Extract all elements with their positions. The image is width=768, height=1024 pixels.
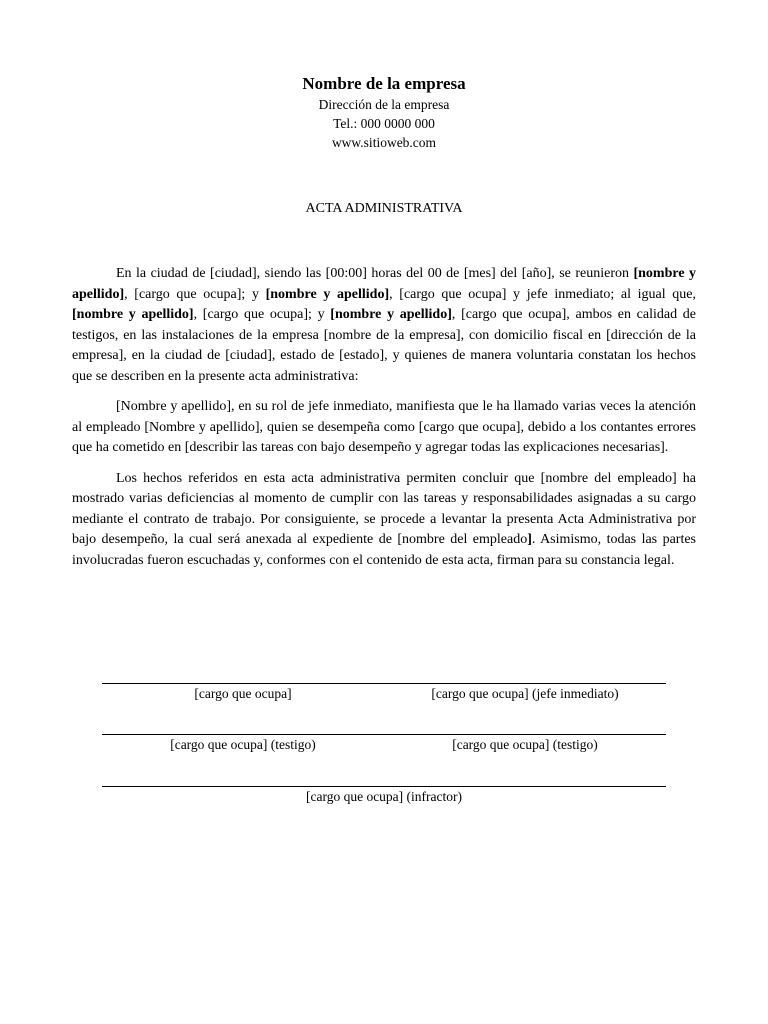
name-placeholder: [nombre y apellido] bbox=[72, 266, 697, 302]
company-website: www.sitioweb.com bbox=[331, 135, 437, 150]
company-phone: Tel.: 000 0000 000 bbox=[333, 116, 435, 131]
company-name: Nombre de la empresa bbox=[302, 74, 466, 93]
signature-line-2 bbox=[102, 734, 666, 735]
paragraph-text: , [cargo que ocupa]; y bbox=[124, 286, 266, 302]
paragraph-meeting bbox=[72, 264, 696, 387]
paragraph-conclusion bbox=[72, 469, 696, 572]
signature-line-3 bbox=[102, 786, 666, 787]
signature-label-witness-2: [cargo que ocupa] (testigo) bbox=[452, 737, 598, 752]
signature-label-position: [cargo que ocupa] bbox=[194, 686, 292, 701]
paragraph-text: En la ciudad de [ciudad], siendo las [00:00] horas del 00 de [mes] del [año], se reunieron bbox=[116, 266, 634, 281]
name-placeholder: [nombre y apellido] bbox=[330, 307, 452, 322]
signature-line-1 bbox=[102, 683, 666, 684]
paragraph-text: , [cargo que ocupa]; y bbox=[193, 307, 331, 322]
signature-label-offender: [cargo que ocupa] (infractor) bbox=[305, 789, 463, 804]
name-placeholder: [nombre y apellido] bbox=[265, 286, 390, 302]
signature-label-witness-1: [cargo que ocupa] (testigo) bbox=[170, 737, 316, 752]
paragraph-text: , [cargo que ocupa], ambos en calidad de testigos, en las instalaciones de la empresa [nombre de la empresa], con domicilio fiscal en [dirección de la empresa], en la ciudad de [ciudad], estado de [estado], y quienes de manera voluntaria constatan los hechos que se describen en la presente acta administrativa: bbox=[72, 307, 696, 384]
signature-label-supervisor: [cargo que ocupa] (jefe inmediato) bbox=[431, 686, 619, 701]
company-address: Dirección de la empresa bbox=[318, 97, 450, 112]
bold-bracket: ] bbox=[527, 532, 532, 547]
name-placeholder: [nombre y apellido] bbox=[72, 307, 194, 322]
paragraph-text: Los hechos referidos en esta acta administrativa permiten concluir que [nombre del empleado] ha mostrado varias deficiencias al momento de cumplir con las tareas y responsabilidades asignadas a su cargo mediante el contrato de trabajo. Por consiguiente, se procede a levantar la presenta Acta Administrativa por bajo desempeño, la cual será anexada al expediente de [nombre del empleado bbox=[72, 470, 696, 547]
paragraph-statement: [Nombre y apellido], en su rol de jefe inmediato, manifiesta que le ha llamado varias veces la atención al empleado [Nombre y apellido], quien se desempeña como [cargo que ocupa], debido a los contantes errores que ha cometido en [describir las tareas con bajo desempeño y agregar todas las explicaciones necesarias]. bbox=[72, 399, 696, 455]
document-body bbox=[72, 264, 696, 581]
document-title: ACTA ADMINISTRATIVA bbox=[305, 201, 463, 216]
paragraph-text: . Asimismo, todas las partes involucradas fueron escuchadas y, conformes con el contenido de esta acta, firman para su constancia legal. bbox=[72, 532, 696, 568]
paragraph-text: , [cargo que ocupa] y jefe inmediato; al igual que, bbox=[389, 286, 696, 302]
letterhead bbox=[0, 73, 768, 152]
